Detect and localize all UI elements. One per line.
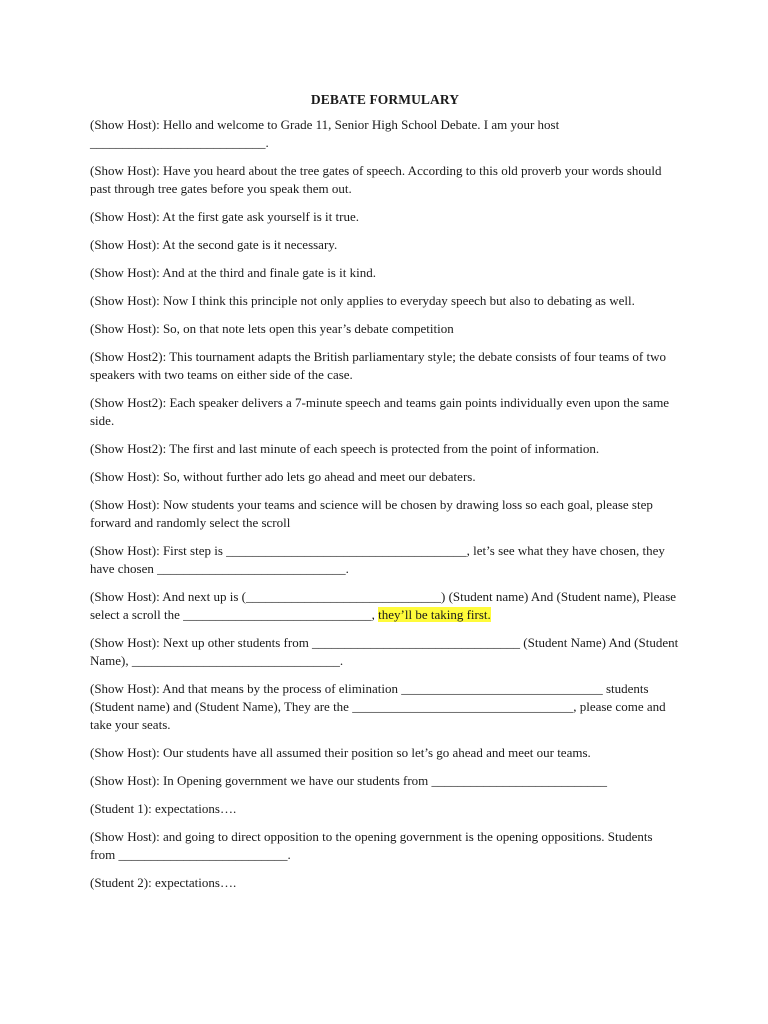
paragraph: (Show Host2): Each speaker delivers a 7-minute speech and teams gain points individually even upon the same side.: [90, 395, 670, 428]
paragraph: (Student 2): expectations….: [90, 875, 237, 890]
paragraph: (Show Host): And that means by the process of elimination _______________________________ students (Student name) and (Student Name), They are the __________________________________, please come and take your seats.: [90, 681, 666, 732]
paragraph: (Show Host): First step is _____________________________________, let’s see what they have chosen, they have chosen _____________________________.: [90, 543, 665, 576]
paragraph-text: (Show Host): And next up is (______________________________) (Student name) And (Student name), Please select a scroll the _____________________________,: [90, 589, 677, 622]
document-title: DEBATE FORMULARY: [310, 92, 460, 107]
paragraph: (Show Host): At the first gate ask yourself is it true.: [90, 209, 359, 224]
paragraph: (Show Host): and going to direct opposition to the opening government is the opening oppositions. Students from __________________________.: [90, 829, 653, 862]
paragraph: (Student 1): expectations….: [90, 801, 237, 816]
paragraph: (Show Host): In Opening government we have our students from ___________________________: [90, 773, 608, 788]
paragraph: (Show Host): At the second gate is it necessary.: [90, 237, 338, 252]
paragraph: (Show Host): Have you heard about the tree gates of speech. According to this old proverb your words should past through tree gates before you speak them out.: [90, 163, 662, 196]
document-page: [90, 92, 680, 902]
paragraph: (Show Host): Our students have all assumed their position so let’s go ahead and meet our teams.: [90, 745, 591, 760]
paragraph: (Show Host2): The first and last minute of each speech is protected from the point of information.: [90, 441, 600, 456]
paragraph: (Show Host2): This tournament adapts the British parliamentary style; the debate consists of four teams of two speakers with two teams on either side of the case.: [90, 349, 666, 382]
paragraph: (Show Host): So, on that note lets open this year’s debate competition: [90, 321, 454, 336]
paragraph-with-highlight: [90, 588, 680, 624]
paragraph: (Show Host): Now students your teams and science will be chosen by drawing loss so each goal, please step forward and randomly select the scroll: [90, 497, 653, 530]
paragraph: (Show Host): Now I think this principle not only applies to everyday speech but also to debating as well.: [90, 293, 635, 308]
highlighted-text: they’ll be taking first.: [378, 607, 491, 622]
paragraph: (Show Host): And at the third and finale gate is it kind.: [90, 265, 376, 280]
paragraph: (Show Host): Hello and welcome to Grade 11, Senior High School Debate. I am your host ___________________________.: [90, 117, 560, 150]
paragraph: (Show Host): So, without further ado lets go ahead and meet our debaters.: [90, 469, 476, 484]
paragraph: (Show Host): Next up other students from ________________________________ (Student Name) And (Student Name), ________________________________.: [90, 635, 679, 668]
